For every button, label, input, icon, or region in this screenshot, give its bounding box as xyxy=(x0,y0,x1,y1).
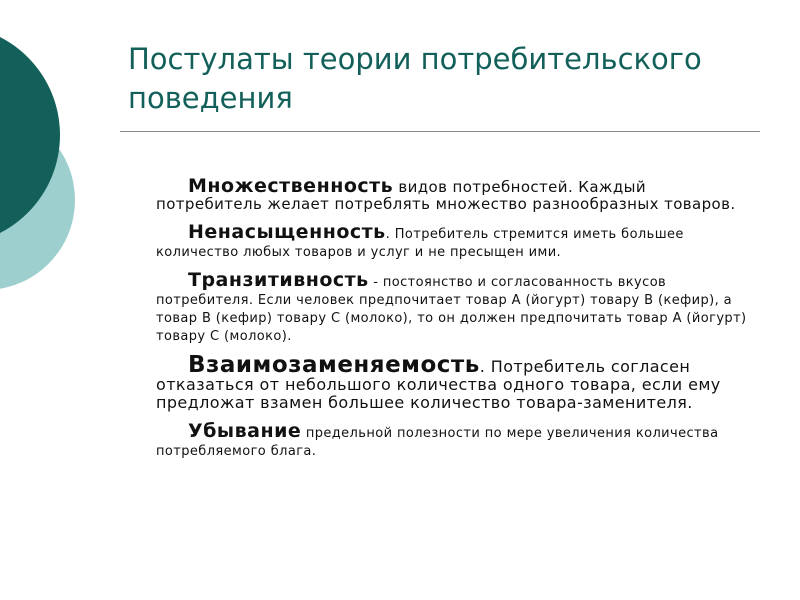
postulate-term: Убывание xyxy=(188,420,302,442)
postulate-non-satiation xyxy=(156,221,756,261)
decorative-circles xyxy=(0,0,120,330)
postulate-term: Множественность xyxy=(188,175,394,197)
postulate-text: видов потребностей. Каждый потребитель желает потреблять множество разнообразных товаров. xyxy=(156,178,736,213)
postulate-transitivity xyxy=(156,269,756,345)
postulate-text: предельной полезности по мере увеличения количества потребляемого блага. xyxy=(156,426,719,459)
postulate-text: . Потребитель стремится иметь большее количество любых товаров и услуг и не пресыщен ими. xyxy=(156,227,684,260)
postulate-term: Взаимозаменяемость xyxy=(188,352,480,378)
title-divider xyxy=(120,131,760,132)
postulate-text: - постоянство и согласованность вкусов потребителя. Если человек предпочитает товар А (йогурт) товару В (кефир), а товар В (кефир) товару С (молоко), то он должен предпочитать товар А (йогурт) товару С (молоко). xyxy=(156,275,747,344)
postulate-substitutability xyxy=(156,352,756,412)
postulate-term: Ненасыщенность xyxy=(188,221,386,243)
postulates-list xyxy=(156,175,756,471)
slide-title: Постулаты теории потребительского поведения xyxy=(128,42,702,115)
postulate-multiplicity xyxy=(156,175,756,213)
postulate-diminishing-utility xyxy=(156,420,756,460)
postulate-text: . Потребитель согласен отказаться от небольшого количества одного товара, если ему предложат взамен большее количество товара-заменителя. xyxy=(156,357,721,412)
postulate-term: Транзитивность xyxy=(188,269,369,291)
